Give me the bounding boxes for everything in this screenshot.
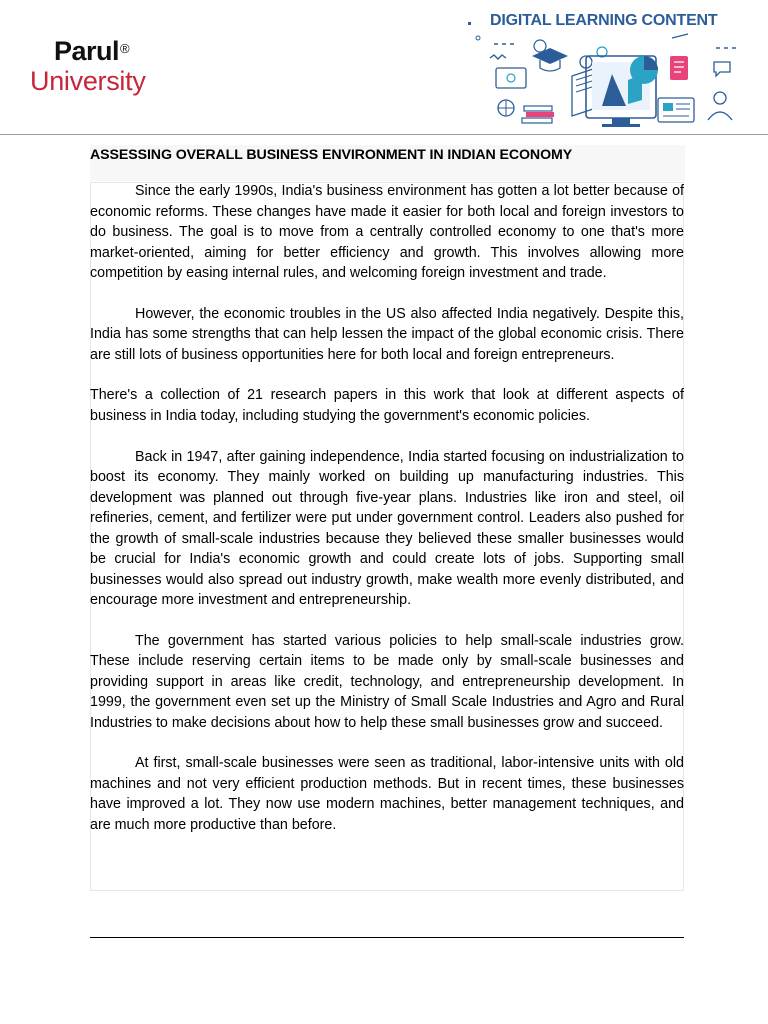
paragraph-2: However, the economic troubles in the US also affected India negatively. Despite this, India has some strengths that can help lessen the impact of the global economic crisis. There are still lots of business opportunities here for both local and foreign entrepreneurs. — [90, 305, 684, 363]
parul-university-logo — [30, 36, 146, 96]
logo-university-text: University — [30, 66, 146, 96]
digital-learning-banner-title: DIGITAL LEARNING CONTENT — [490, 12, 718, 29]
logo-brand-text: Parul — [54, 36, 120, 66]
paragraph-4: Back in 1947, after gaining independence, India started focusing on industrialization to boost its economy. They mainly worked on building up manufacturing industries. This development was planned out through five-year plans. Industries like iron and steel, oil refineries, cement, and fertilizer were put under government control. Leaders also pushed for the growth of small-scale industries because they believed these smaller businesses would be crucial for India's economic growth and could create lots of jobs. Supporting small businesses would also spread out industry growth, make wealth more evenly distributed, and encourage more investment and entrepreneurship. — [90, 448, 684, 609]
digital-learning-illustration-icon — [462, 16, 742, 134]
document-body — [90, 181, 684, 856]
document-title: ASSESSING OVERALL BUSINESS ENVIRONMENT IN INDIAN ECONOMY — [90, 147, 573, 163]
header-divider — [0, 134, 768, 135]
paragraph-1: Since the early 1990s, India's business environment has gotten a lot better because of economic reforms. These changes have made it easier for both local and foreign investors to do business. The goal is to move from a centrally controlled economy to one that's more market-oriented, aiming for better efficiency and growth. This involves allowing more competition by easing internal rules, and welcoming foreign investment and trade. — [90, 183, 684, 281]
paragraph-3: There's a collection of 21 research papers in this work that look at different aspects of business in India today, including studying the government's economic policies. — [90, 387, 684, 424]
paragraph-5: The government has started various policies to help small-scale industries grow. These include reserving certain items to be made only by small-scale businesses and providing support in areas like credit, technology, and entrepreneurship development. In 1999, the government even set up the Ministry of Small Scale Industries and Agro and Rural Industries to make decisions about how to help these small businesses grow and succeed. — [90, 632, 684, 731]
registered-mark: ® — [120, 41, 130, 56]
paragraph-6: At first, small-scale businesses were seen as traditional, labor-intensive units with old machines and not very efficient production methods. But in recent times, these businesses have improved a lot. They now use modern machines, better management techniques, and are much more productive than before. — [90, 755, 684, 833]
page-header — [0, 0, 768, 135]
footer-divider — [90, 937, 684, 938]
